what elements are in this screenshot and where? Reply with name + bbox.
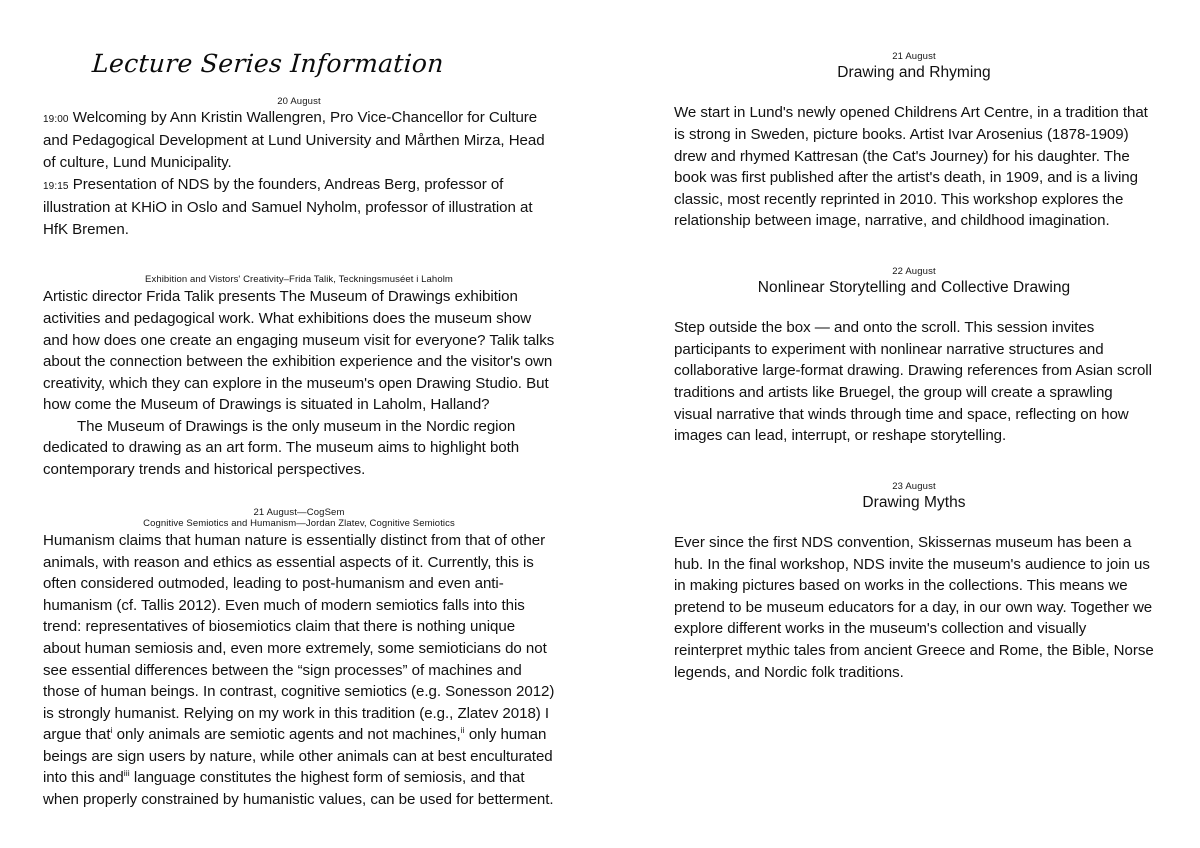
- spacer: [674, 514, 1154, 532]
- date-heading-20-august: 20 August: [277, 95, 321, 107]
- footnote-marker-iii: iii: [123, 768, 130, 779]
- session-block: [674, 266, 1154, 447]
- session-body: We start in Lund's newly opened Childrens Art Centre, in a tradition that is strong in Sweden, picture books. Artist Ivar Arosenius (1878-1909) drew and rhymed Kattresan (the Cat's Journey) for his daughter. The book was first published after the artist's death, in 1909, and is a living classic, most recently reprinted in 2010. This workshop explores the relationship between image, narrative, and childhood imagination.: [674, 104, 1148, 230]
- footnote-marker-i: i: [110, 725, 113, 736]
- session-heading: Nonlinear Storytelling and Collective Drawing: [757, 279, 1071, 297]
- schedule-entry: [43, 174, 555, 241]
- spacer: [43, 481, 555, 507]
- spacer: [43, 78, 555, 96]
- talk-subtitle-jordan-zlatev: Cognitive Semiotics and Humanism—Jordan Zlatev, Cognitive Semiotics: [143, 518, 455, 530]
- session-date: 22 August: [892, 265, 936, 277]
- page-title: Lecture Series Information: [91, 49, 445, 78]
- spacer: [674, 299, 1154, 317]
- session-block: [674, 51, 1154, 232]
- talk-paragraph-cogsem: [43, 530, 555, 811]
- session-date: 21 August: [892, 51, 936, 62]
- session-body: Ever since the first NDS convention, Skissernas museum has been a hub. In the final workshop, NDS invite the museum's audience to join us in making pictures based on works in the collections. This means we pretend to be museum educators for a day, in our own way. Together we explore different works in the museum's collection and visually reinterpret mythic tales from ancient Greece and Rome, the Bible, Norse legends, and Nordic folk traditions.: [674, 534, 1154, 681]
- session-heading: Drawing and Rhyming: [837, 64, 991, 82]
- spacer: [43, 240, 555, 274]
- entry-description: Presentation of NDS by the founders, Andreas Berg, professor of illustration at KHiO in Oslo and Samuel Nyholm, professor of illustration at HfK Bremen.: [43, 175, 533, 238]
- cogsem-text-part-4: language constitutes the highest form of semiosis, and that when properly constrained by humanistic values, can be used for betterment.: [43, 769, 554, 809]
- date-heading-21-august-cogsem: 21 August—CogSem: [253, 506, 345, 518]
- cogsem-text-part-2: only animals are semiotic agents and not machines,: [112, 726, 461, 744]
- entry-time: 19:15: [43, 180, 69, 192]
- spacer: [674, 447, 1154, 481]
- talk-paragraph: The Museum of Drawings is the only museum in the Nordic region dedicated to drawing as an art form. The museum aims to highlight both contemporary trends and historical perspectives.: [43, 417, 520, 479]
- footnote-marker-ii: ii: [460, 725, 465, 736]
- entry-description: Welcoming by Ann Kristin Wallengren, Pro Vice-Chancellor for Culture and Pedagogical Development at Lund University and Mårthen Mirza, Head of culture, Lund Municipality.: [43, 108, 545, 172]
- right-column: [600, 0, 1200, 848]
- session-heading: Drawing Myths: [862, 494, 966, 512]
- cogsem-text-part-3: only human beings are sign users by nature, while other animals can at best enculturated into this and: [43, 726, 553, 787]
- session-block: [674, 481, 1154, 683]
- session-body: Step outside the box — and onto the scroll. This session invites participants to experiment with nonlinear narrative structures and collaborative large-format drawing. Drawing references from Asian scroll traditions and artists like Bruegel, the group will create a sprawling visual narrative that winds through time and space, reflecting on how images can lead, interrupt, or reshape storytelling.: [674, 319, 1152, 445]
- cogsem-text-part-1: Humanism claims that human nature is essentially distinct from that of other animals, with reason and ethics as essential aspects of it. Currently, this is often considered outmoded, leading to post-humanism and even anti-humanism (cf. Tallis 2012). Even much of modern semiotics falls into this trend: representatives of biosemiotics claim that there is nothing unique about human semiosis and, even more extremely, some semioticians do not see essential differences between the “sign processes” of machines and those of human beings. In contrast, cognitive semiotics (e.g. Sonesson 2012) is strongly humanist. Relying on my work in this tradition (e.g., Zlatev 2018) I argue that: [43, 531, 555, 744]
- spacer: [674, 44, 1154, 51]
- talk-paragraph: Artistic director Frida Talik presents The Museum of Drawings exhibition activities and pedagogical work. What exhibitions does the museum show and how does one create an engaging museum visit for everyone? Talik talks about the connection between the exhibition experience and the visitor's own creativity, which they can explore in the museum's open Drawing Studio. But how come the Museum of Drawings is situated in Laholm, Halland?: [43, 288, 555, 414]
- talk-subtitle-frida-talik: Exhibition and Vistors' Creativity–Frida Talik, Teckningsmuséet i Laholm: [145, 274, 453, 286]
- session-date: 23 August: [892, 480, 936, 492]
- schedule-entry: [43, 107, 555, 174]
- spacer: [674, 84, 1154, 102]
- spacer: [674, 232, 1154, 266]
- entry-time: 19:00: [43, 113, 69, 125]
